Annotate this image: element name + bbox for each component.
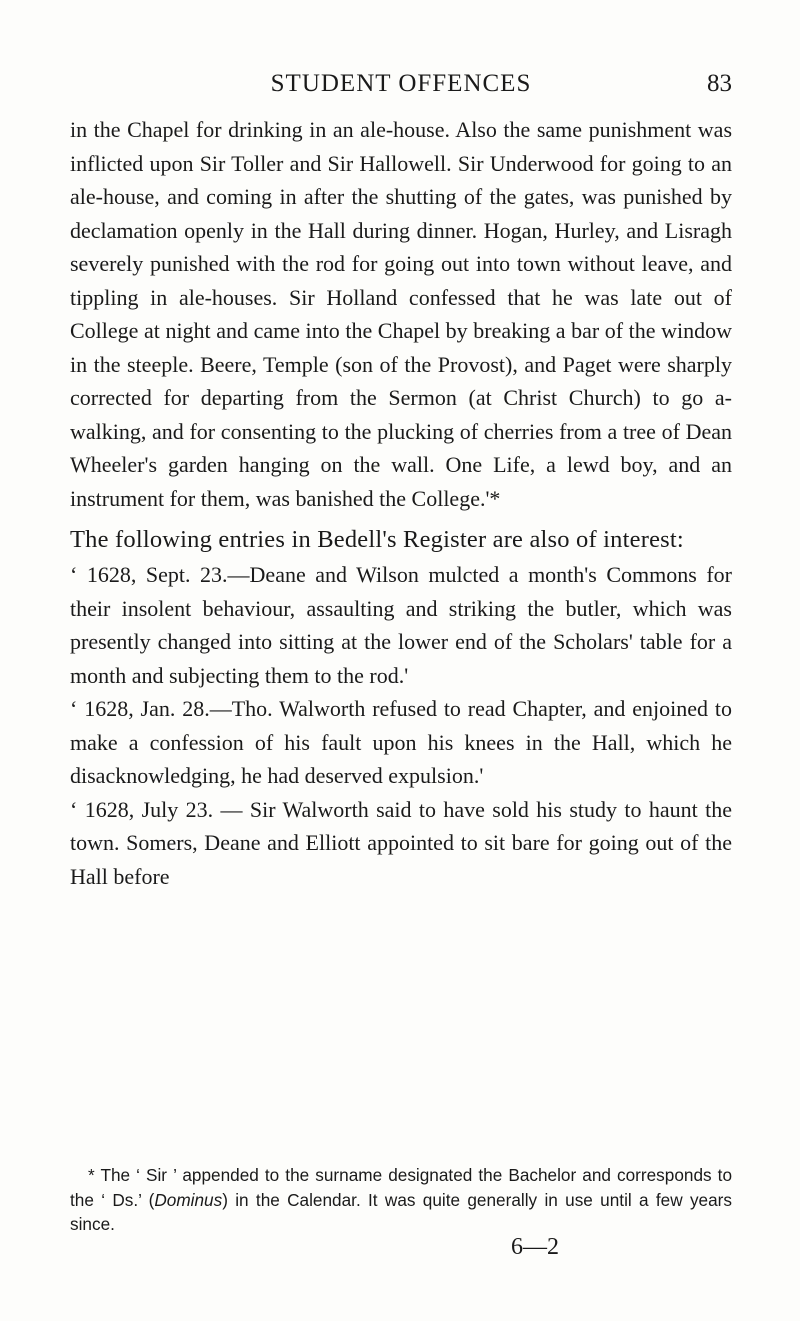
running-title: STUDENT OFFENCES bbox=[270, 70, 532, 97]
body-text bbox=[70, 113, 732, 893]
page-number: 83 bbox=[707, 70, 732, 97]
footnote bbox=[70, 1163, 732, 1237]
register-entry-2: ‘ 1628, Jan. 28.—Tho. Walworth refused to read Chapter, and enjoined to make a confession of his fault upon his knees in the Hall, which he disacknowledging, he had deserved expulsion.' bbox=[70, 696, 732, 788]
footnote-lead: * The ‘ Sir ’ appended to the surname designated the Bachelor and corresponds to the ‘ Ds.’ ( bbox=[70, 1165, 732, 1210]
footnote-tail: ) in the Calendar. It was quite generally in use until a few years since. bbox=[70, 1189, 732, 1234]
page-header bbox=[70, 70, 732, 104]
footnote-italic: Dominus bbox=[154, 1189, 223, 1210]
book-page bbox=[70, 0, 732, 1321]
signature-mark: 6—2 bbox=[511, 1234, 559, 1260]
register-entry-3: ‘ 1628, July 23. — Sir Walworth said to have sold his study to haunt the town. Somers, Deane and Elliott appointed to sit bare for going out of the Hall before bbox=[70, 796, 732, 889]
register-entry-1: ‘ 1628, Sept. 23.—Deane and Wilson mulcted a month's Commons for their insolent behaviour, assaulting and striking the butler, which was presently changed into sitting at the lower end of the Scholars' table for a month and subjecting them to the rod.' bbox=[70, 562, 732, 688]
section-intro: The following entries in Bedell's Register are also of interest: bbox=[70, 526, 684, 553]
paragraph-continued: in the Chapel for drinking in an ale-house. Also the same punishment was inflicted upon Sir Toller and Sir Hallowell. Sir Underwood for going to an ale-house, and coming in after the shutting of the gates, was punished by declamation openly in the Hall during dinner. Hogan, Hurley, and Lisragh severely punished with the rod for going out into town without leave, and tippling in ale-houses. Sir Holland confessed that he was late out of College at night and came into the Chapel by breaking a bar of the window in the steeple. Beere, Temple (son of the Provost), and Paget were sharply corrected for departing from the Sermon (at Christ Church) to go a-walking, and for consenting to the plucking of cherries from a tree of Dean Wheeler's garden hanging on the wall. One Life, a lewd boy, and an instrument for them, was banished the College.'* bbox=[70, 117, 732, 511]
